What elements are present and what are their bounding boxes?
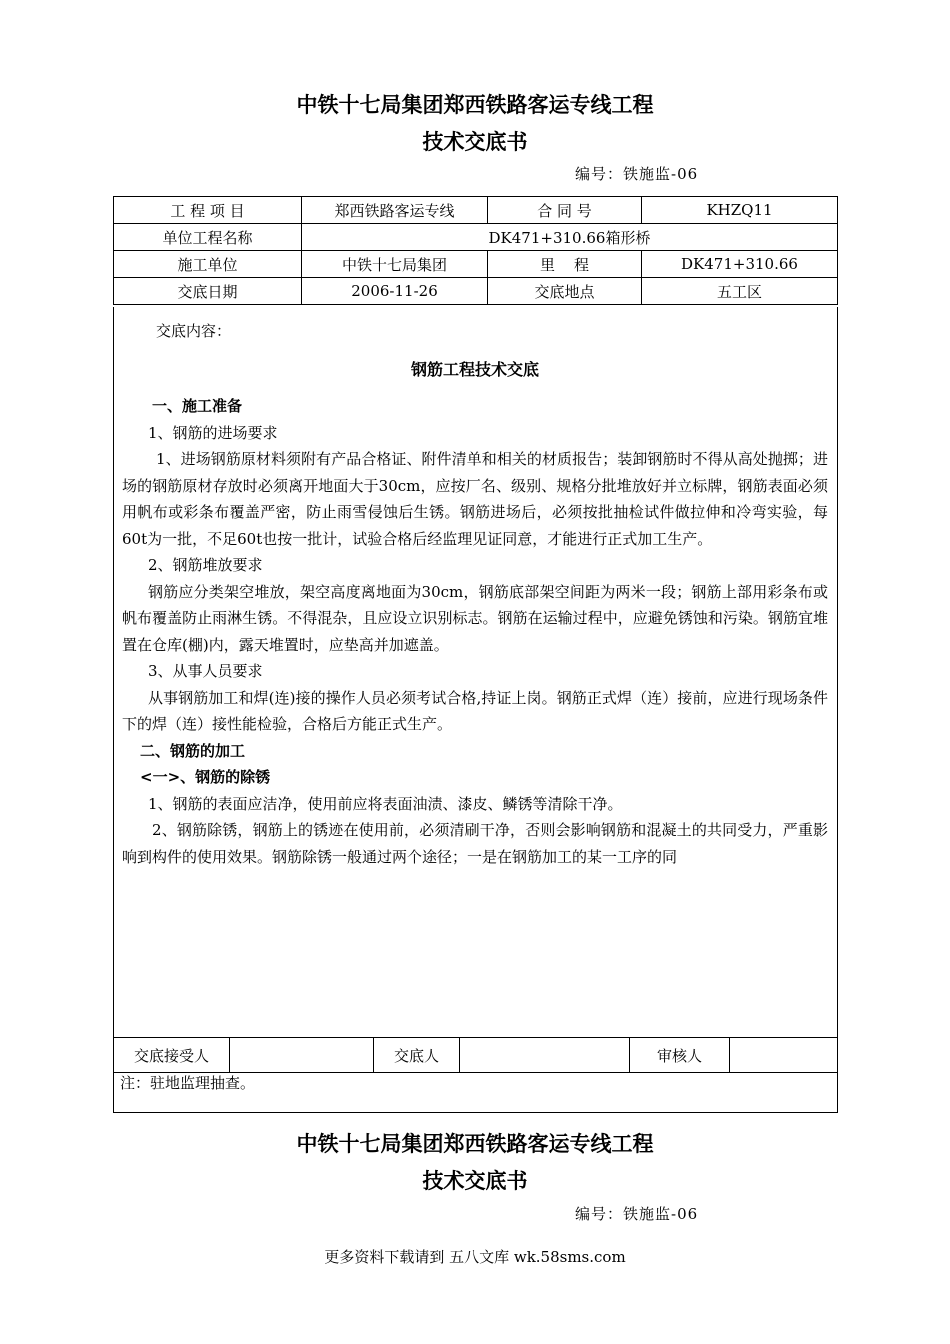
- value-unit-name: DK471+310.66箱形桥: [302, 224, 838, 251]
- table-row: [114, 1038, 838, 1073]
- table-row: [114, 251, 838, 278]
- value-project: 郑西铁路客运专线: [302, 197, 488, 224]
- subsection-1-2: 2、钢筋堆放要求: [148, 556, 263, 574]
- label-date: 交底日期: [114, 278, 302, 305]
- subsection-1-3: 3、从事人员要求: [148, 662, 263, 680]
- content-intro: 交底内容：: [156, 322, 232, 340]
- document-title: 中铁十七局集团郑西铁路客运专线工程: [296, 93, 654, 117]
- label-construction-unit: 施工单位: [114, 251, 302, 278]
- field-giver: [460, 1038, 630, 1073]
- paragraph-5: 2、钢筋除锈，钢筋上的锈迹在使用前，必须清刷干净，否则会影响钢筋和混凝土的共同受力，严重影响到构件的使用效果。钢筋除锈一般通过两个途径；一是在钢筋加工的某一工序的同: [122, 821, 828, 866]
- content-heading: 钢筋工程技术交底: [410, 359, 539, 379]
- table-row: [114, 278, 838, 305]
- label-unit-name: 单位工程名称: [114, 224, 302, 251]
- info-table: [113, 196, 838, 305]
- content-area: [122, 318, 828, 870]
- document-title-2: 中铁十七局集团郑西铁路客运专线工程: [296, 1132, 654, 1156]
- signature-table: [113, 1037, 838, 1073]
- label-receiver: 交底接受人: [114, 1038, 230, 1073]
- table-row: [114, 197, 838, 224]
- document-subtitle: 技术交底书: [422, 130, 528, 154]
- label-mileage: 里 程: [488, 251, 642, 278]
- paragraph-3: 从事钢筋加工和焊(连)接的操作人员必须考试合格,持证上岗。钢筋正式焊（连）接前，应进行现场条件下的焊（连）接性能检验，合格后方能正式生产。: [122, 688, 828, 733]
- value-mileage: DK471+310.66: [642, 251, 838, 278]
- label-contract: 合 同 号: [488, 197, 642, 224]
- section-2-heading: 二、钢筋的加工: [140, 741, 246, 760]
- subsection-2-1: <一>、钢筋的除锈: [140, 768, 271, 786]
- paragraph-1: 1、进场钢筋原材料须附有产品合格证、附件清单和相关的材质报告；装卸钢筋时不得从高处抛掷；进场的钢筋原材存放时必须离开地面大于30cm，应按厂名、级别、规格分批堆放好并立标牌，钢筋表面必须用帆布或彩条布覆盖严密，防止雨雪侵蚀后生锈。钢筋进场后，必须按批抽检试件做拉伸和冷弯实验，每60t为一批，不足60t也按一批计，试验合格后经监理见证同意，才能进行正式加工生产。: [122, 450, 828, 548]
- paragraph-4: 1、钢筋的表面应洁净，使用前应将表面油渍、漆皮、鳞锈等清除干净。: [148, 794, 623, 813]
- value-contract: KHZQ11: [642, 197, 838, 224]
- field-receiver: [230, 1038, 374, 1073]
- value-construction-unit: 中铁十七局集团: [302, 251, 488, 278]
- label-project: 工 程 项 目: [114, 197, 302, 224]
- label-location: 交底地点: [488, 278, 642, 305]
- field-reviewer: [730, 1038, 838, 1073]
- paragraph-2: 钢筋应分类架空堆放，架空高度离地面为30cm，钢筋底部架空间距为两米一段；钢筋上部用彩条布或帆布覆盖防止雨淋生锈。不得混杂，且应设立识别标志。钢筋在运输过程中，应避免锈蚀和污染。钢筋宜堆置在仓库(棚)内，露天堆置时，应垫高并加遮盖。: [122, 582, 828, 654]
- subsection-1-1: 1、钢筋的进场要求: [148, 423, 278, 442]
- table-row: [114, 224, 838, 251]
- footer-link[interactable]: 更多资料下载请到 五八文库 wk.58sms.com: [324, 1248, 626, 1266]
- note-text: 注：驻地监理抽查。: [120, 1074, 256, 1092]
- label-giver: 交底人: [374, 1038, 460, 1073]
- section-1-heading: 一、施工准备: [152, 397, 243, 415]
- value-date: 2006-11-26: [302, 278, 488, 305]
- value-location: 五工区: [642, 278, 838, 305]
- document-subtitle-2: 技术交底书: [422, 1169, 528, 1193]
- serial-number-2: 编号：铁施监-06: [575, 1205, 699, 1223]
- label-reviewer: 审核人: [630, 1038, 730, 1073]
- serial-number: 编号：铁施监-06: [575, 165, 699, 183]
